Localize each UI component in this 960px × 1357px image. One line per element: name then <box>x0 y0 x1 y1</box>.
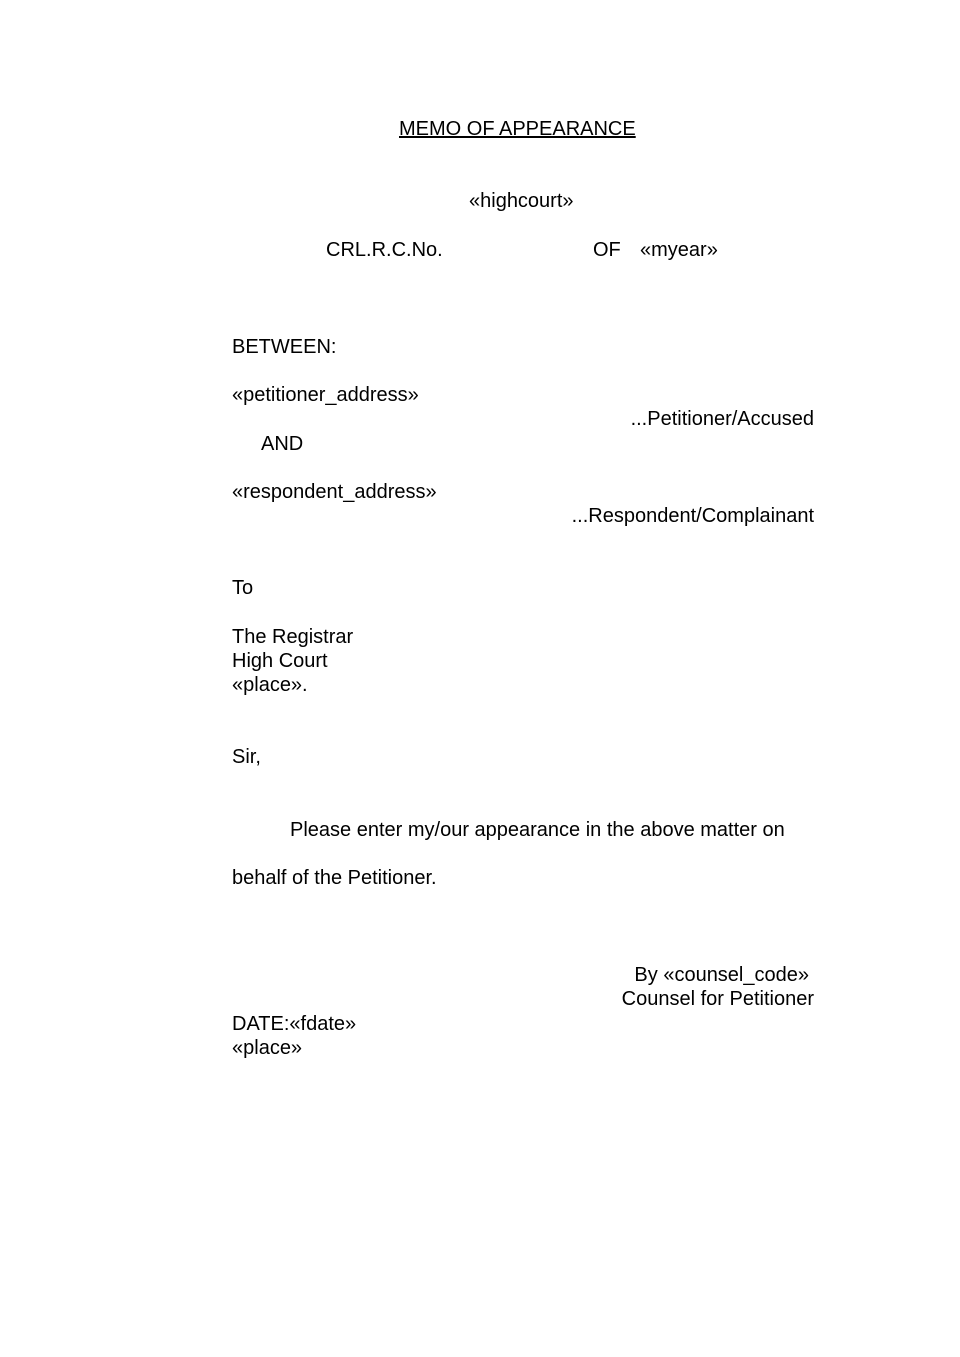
petitioner-role: ...Petitioner/Accused <box>630 408 814 430</box>
place-line: «place» <box>232 1037 303 1059</box>
body-line-1: Please enter my/our appearance in the above matter on <box>290 819 785 841</box>
body-line-2: behalf of the Petitioner. <box>232 867 437 889</box>
case-number-label: CRL.R.C.No. <box>326 239 443 261</box>
between-label: BETWEEN: <box>232 336 337 358</box>
to-label: To <box>232 577 254 599</box>
addressee-line-1: The Registrar <box>232 626 354 648</box>
and-label: AND <box>261 433 304 455</box>
document-title: MEMO OF APPEARANCE <box>399 118 636 140</box>
court-name: «highcourt» <box>469 190 574 212</box>
signature-by-line: By «counsel_code» <box>634 964 809 986</box>
respondent-address: «respondent_address» <box>232 481 437 503</box>
signature-role: Counsel for Petitioner <box>621 988 814 1010</box>
case-year: «myear» <box>640 239 718 261</box>
addressee-line-2: High Court <box>232 650 328 672</box>
petitioner-address: «petitioner_address» <box>232 384 419 406</box>
respondent-role: ...Respondent/Complainant <box>571 505 814 527</box>
salutation: Sir, <box>232 746 261 768</box>
addressee-line-3: «place». <box>232 674 308 696</box>
of-label: OF <box>593 239 621 261</box>
date-line: DATE:«fdate» <box>232 1013 357 1035</box>
